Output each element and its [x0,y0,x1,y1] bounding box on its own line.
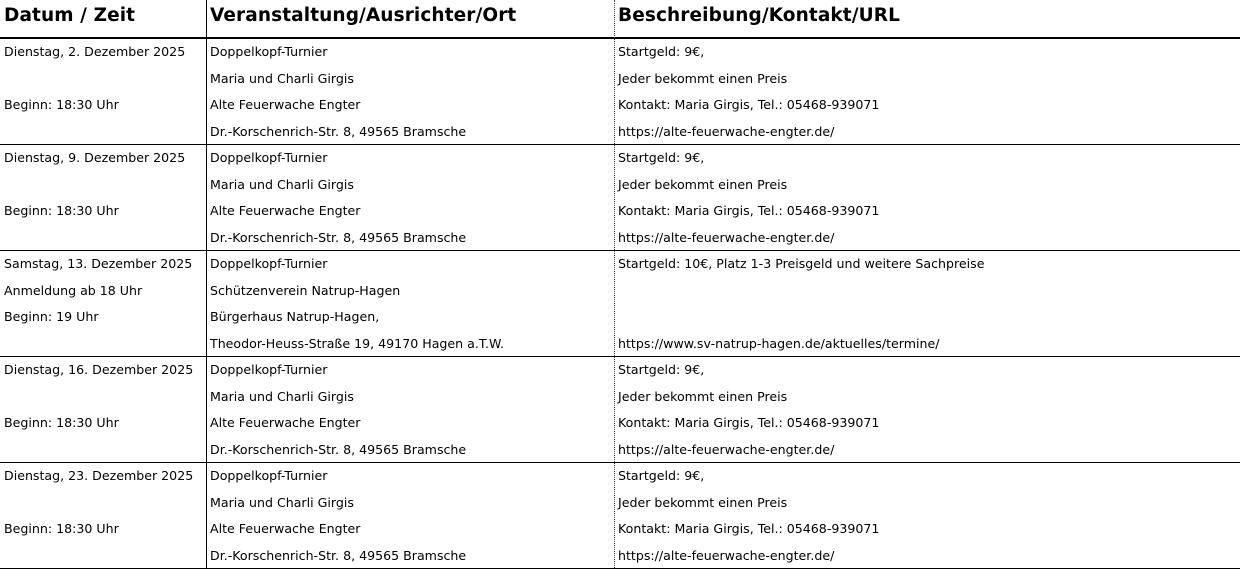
date-line: Beginn: 19 Uhr [4,304,99,331]
date-line: Dienstag, 9. Dezember 2025 [4,145,185,172]
description-line: Kontakt: Maria Girgis, Tel.: 05468-939071 [618,410,879,437]
description-line: Startgeld: 9€, [618,145,704,172]
venue-line: Bürgerhaus Natrup-Hagen, [210,304,379,331]
description-line: Startgeld: 9€, [618,357,704,384]
venue-line: Dr.-Korschenrich-Str. 8, 49565 Bramsche [210,225,466,252]
venue-line: Alte Feuerwache Engter [210,516,361,543]
event-block [0,251,1240,357]
header-event-organizer-location: Veranstaltung/Ausrichter/Ort [210,5,516,26]
header-description-contact-url: Beschreibung/Kontakt/URL [618,5,900,26]
description-line: Kontakt: Maria Girgis, Tel.: 05468-939071 [618,198,879,225]
venue-line: Doppelkopf-Turnier [210,357,327,384]
event-rows [0,39,1240,569]
venue-line: Doppelkopf-Turnier [210,39,327,66]
event-url-link[interactable]: https://www.sv-natrup-hagen.de/aktuelles/termine/ [618,331,939,358]
description-line: Jeder bekommt einen Preis [618,66,787,93]
date-line: Beginn: 18:30 Uhr [4,92,119,119]
event-block [0,39,1240,145]
description-line: Kontakt: Maria Girgis, Tel.: 05468-939071 [618,516,879,543]
venue-line: Doppelkopf-Turnier [210,463,327,490]
venue-line: Maria und Charli Girgis [210,384,354,411]
venue-line: Maria und Charli Girgis [210,172,354,199]
venue-line: Alte Feuerwache Engter [210,410,361,437]
event-url-link[interactable]: https://alte-feuerwache-engter.de/ [618,225,834,252]
venue-line: Alte Feuerwache Engter [210,198,361,225]
header-date-time: Datum / Zeit [4,5,135,26]
venue-line: Doppelkopf-Turnier [210,251,327,278]
description-line: Startgeld: 10€, Platz 1-3 Preisgeld und weitere Sachpreise [618,251,984,278]
event-block [0,463,1240,569]
date-line: Dienstag, 16. Dezember 2025 [4,357,193,384]
event-block [0,357,1240,463]
event-block [0,145,1240,251]
venue-line: Dr.-Korschenrich-Str. 8, 49565 Bramsche [210,119,466,146]
description-line: Jeder bekommt einen Preis [618,490,787,517]
date-line: Beginn: 18:30 Uhr [4,198,119,225]
venue-line: Dr.-Korschenrich-Str. 8, 49565 Bramsche [210,543,466,569]
event-url-link[interactable]: https://alte-feuerwache-engter.de/ [618,437,834,464]
table-header [0,0,1240,39]
date-line: Dienstag, 23. Dezember 2025 [4,463,193,490]
event-url-link[interactable]: https://alte-feuerwache-engter.de/ [618,119,834,146]
date-line: Beginn: 18:30 Uhr [4,410,119,437]
venue-line: Maria und Charli Girgis [210,490,354,517]
description-line: Startgeld: 9€, [618,39,704,66]
date-line: Anmeldung ab 18 Uhr [4,278,142,305]
description-line: Jeder bekommt einen Preis [618,172,787,199]
event-url-link[interactable]: https://alte-feuerwache-engter.de/ [618,543,834,569]
date-line: Samstag, 13. Dezember 2025 [4,251,192,278]
date-line: Dienstag, 2. Dezember 2025 [4,39,185,66]
venue-line: Doppelkopf-Turnier [210,145,327,172]
date-line: Beginn: 18:30 Uhr [4,516,119,543]
venue-line: Alte Feuerwache Engter [210,92,361,119]
description-line: Startgeld: 9€, [618,463,704,490]
venue-line: Dr.-Korschenrich-Str. 8, 49565 Bramsche [210,437,466,464]
venue-line: Schützenverein Natrup-Hagen [210,278,400,305]
venue-line: Theodor-Heuss-Straße 19, 49170 Hagen a.T.W. [210,331,504,358]
description-line: Jeder bekommt einen Preis [618,384,787,411]
venue-line: Maria und Charli Girgis [210,66,354,93]
description-line: Kontakt: Maria Girgis, Tel.: 05468-939071 [618,92,879,119]
